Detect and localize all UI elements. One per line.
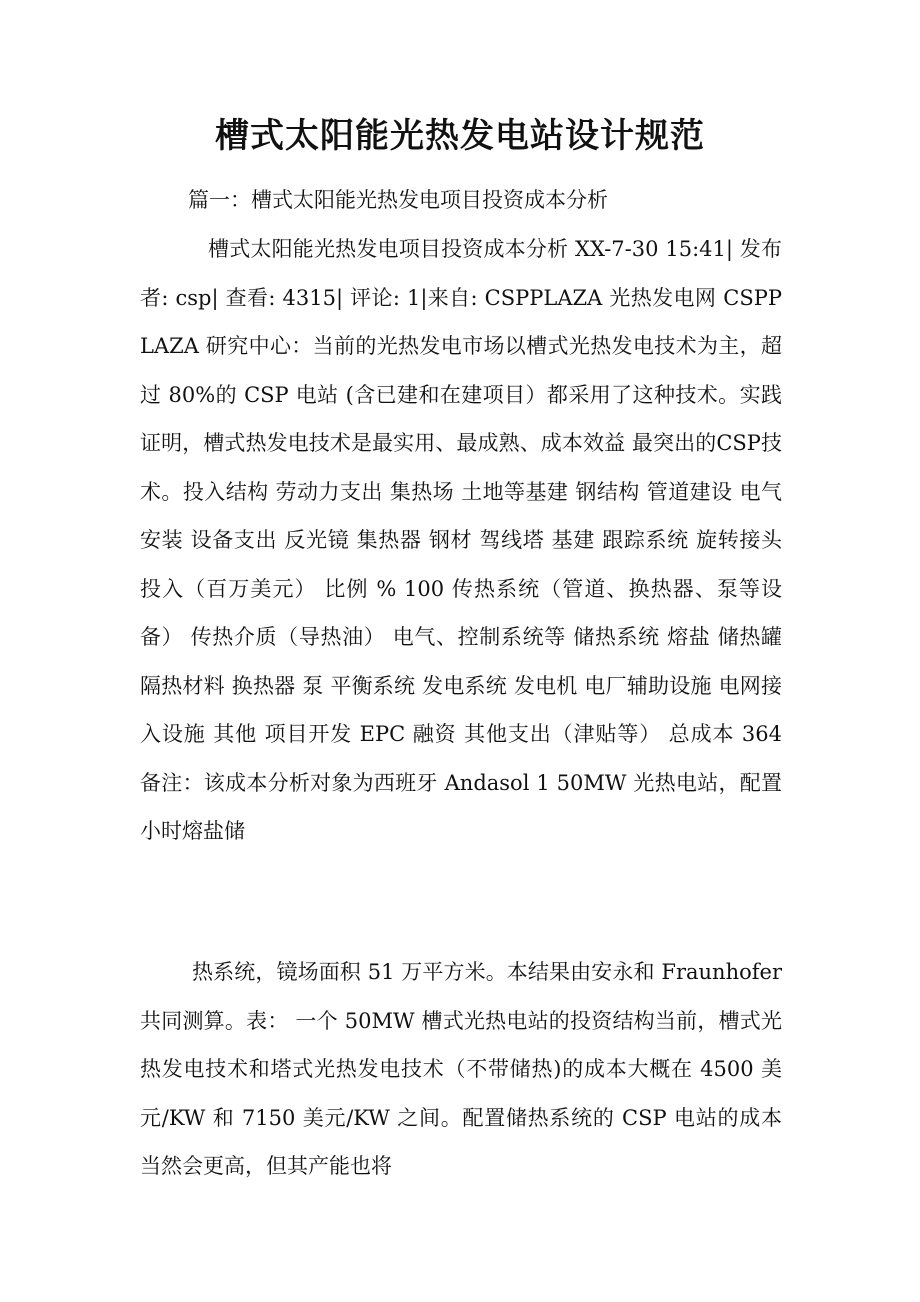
page-title: 槽式太阳能光热发电站设计规范 xyxy=(215,116,705,156)
body-paragraph: 热系统，镜场面积 51 万平方米。本结果由安永和 Fraunhofer 共同测算。表： 一个 50MW 槽式光热电站的投资结构当前，槽式光热发电技术和塔式光热发电技术（不带储热)的成本大概在 4500 美元/KW 和 7150 美元/KW 之间。配置储热系统的 CSP 电站的成本当然会更高，但其产能也将 xyxy=(140,960,782,1178)
section-heading: 篇一：槽式太阳能光热发电项目投资成本分析 xyxy=(188,188,608,212)
body-paragraph: 槽式太阳能光热发电项目投资成本分析 XX-7-30 15:41| 发布者: csp| 查看: 4315| 评论: 1|来自: CSPPLAZA 光热发电网 CSPPLAZA 研究中心：当前的光热发电市场以槽式光热发电技术为主，超过 80%的 CSP 电站 (含已建和在建项目）都采用了这种技术。实践证明，槽式热发电技术是最实用、最成熟、成本效益 最突出的CSP技术。投入结构 劳动力支出 集热场 土地等基建 钢结构 管道建设 电气安装 设备支出 反光镜 集热器 钢材 驾线塔 基建 跟踪系统 旋转接头 投入（百万美元） 比例 % 100 传热系统（管道、换热器、泵等设备） 传热介质（导热油） 电气、控制系统等 储热系统 熔盐 储热罐 隔热材料 换热器 泵 平衡系统 发电系统 发电机 电厂辅助设施 电网接入设施 其他 项目开发 EPC 融资 其他支出（津贴等） 总成本 364 备注：该成本分析对象为西班牙 Andasol 1 50MW 光热电站，配置 小时熔盐储 xyxy=(140,237,782,843)
